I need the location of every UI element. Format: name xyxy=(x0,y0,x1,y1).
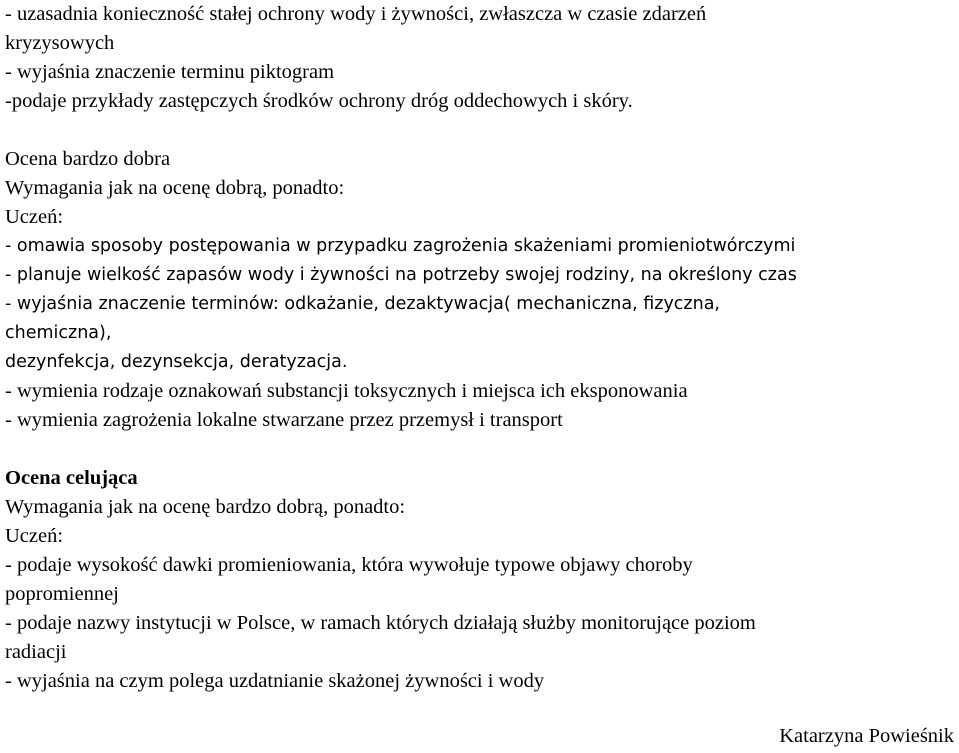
intro-line: - uzasadnia konieczność stałej ochrony wody i żywności, zwłaszcza w czasie zdarzeń xyxy=(5,3,707,25)
list-item: - podaje wysokość dawki promieniowania, która wywołuje typowe objawy choroby xyxy=(5,554,693,576)
list-item: - wyjaśnia na czym polega uzdatnianie skażonej żywności i wody xyxy=(5,670,545,692)
spacer xyxy=(5,116,955,145)
student-label: Uczeń: xyxy=(5,525,64,547)
list-item: popromiennej xyxy=(5,583,119,605)
list-item: - wyjaśnia znaczenie terminów: odkażanie, dezaktywacja( mechaniczna, fizyczna, xyxy=(5,294,720,314)
author-signature: Katarzyna Powieśnik xyxy=(779,725,954,747)
section-heading: Ocena celująca xyxy=(5,467,138,489)
list-item: radiacji xyxy=(5,641,67,663)
requirements-line: Wymagania jak na ocenę bardzo dobrą, ponadto: xyxy=(5,496,406,518)
list-item: - wymienia zagrożenia lokalne stwarzane przez przemysł i transport xyxy=(5,409,563,431)
list-item: - podaje nazwy instytucji w Polsce, w ramach których działają służby monitorujące poziom xyxy=(5,612,756,634)
spacer xyxy=(5,435,955,464)
intro-list xyxy=(5,0,955,116)
list-item: - wymienia rodzaje oznakowań substancji toksycznych i miejsca ich eksponowania xyxy=(5,380,688,402)
section-very-good xyxy=(5,145,955,435)
section-heading: Ocena bardzo dobra xyxy=(5,148,171,170)
intro-line: -podaje przykłady zastępczych środków ochrony dróg oddechowych i skóry. xyxy=(5,90,633,112)
list-item: chemiczna), xyxy=(5,323,112,343)
requirements-line: Wymagania jak na ocenę dobrą, ponadto: xyxy=(5,177,345,199)
document-page xyxy=(5,0,955,696)
intro-line: - wyjaśnia znaczenie terminu piktogram xyxy=(5,61,335,83)
list-item: - omawia sposoby postępowania w przypadku zagrożenia skażeniami promieniotwórczymi xyxy=(5,236,796,256)
intro-line: kryzysowych xyxy=(5,32,115,54)
list-item: dezynfekcja, dezynsekcja, deratyzacja. xyxy=(5,352,348,372)
list-item: - planuje wielkość zapasów wody i żywności na potrzeby swojej rodziny, na określony czas xyxy=(5,265,797,285)
student-label: Uczeń: xyxy=(5,206,64,228)
section-excellent xyxy=(5,464,955,696)
